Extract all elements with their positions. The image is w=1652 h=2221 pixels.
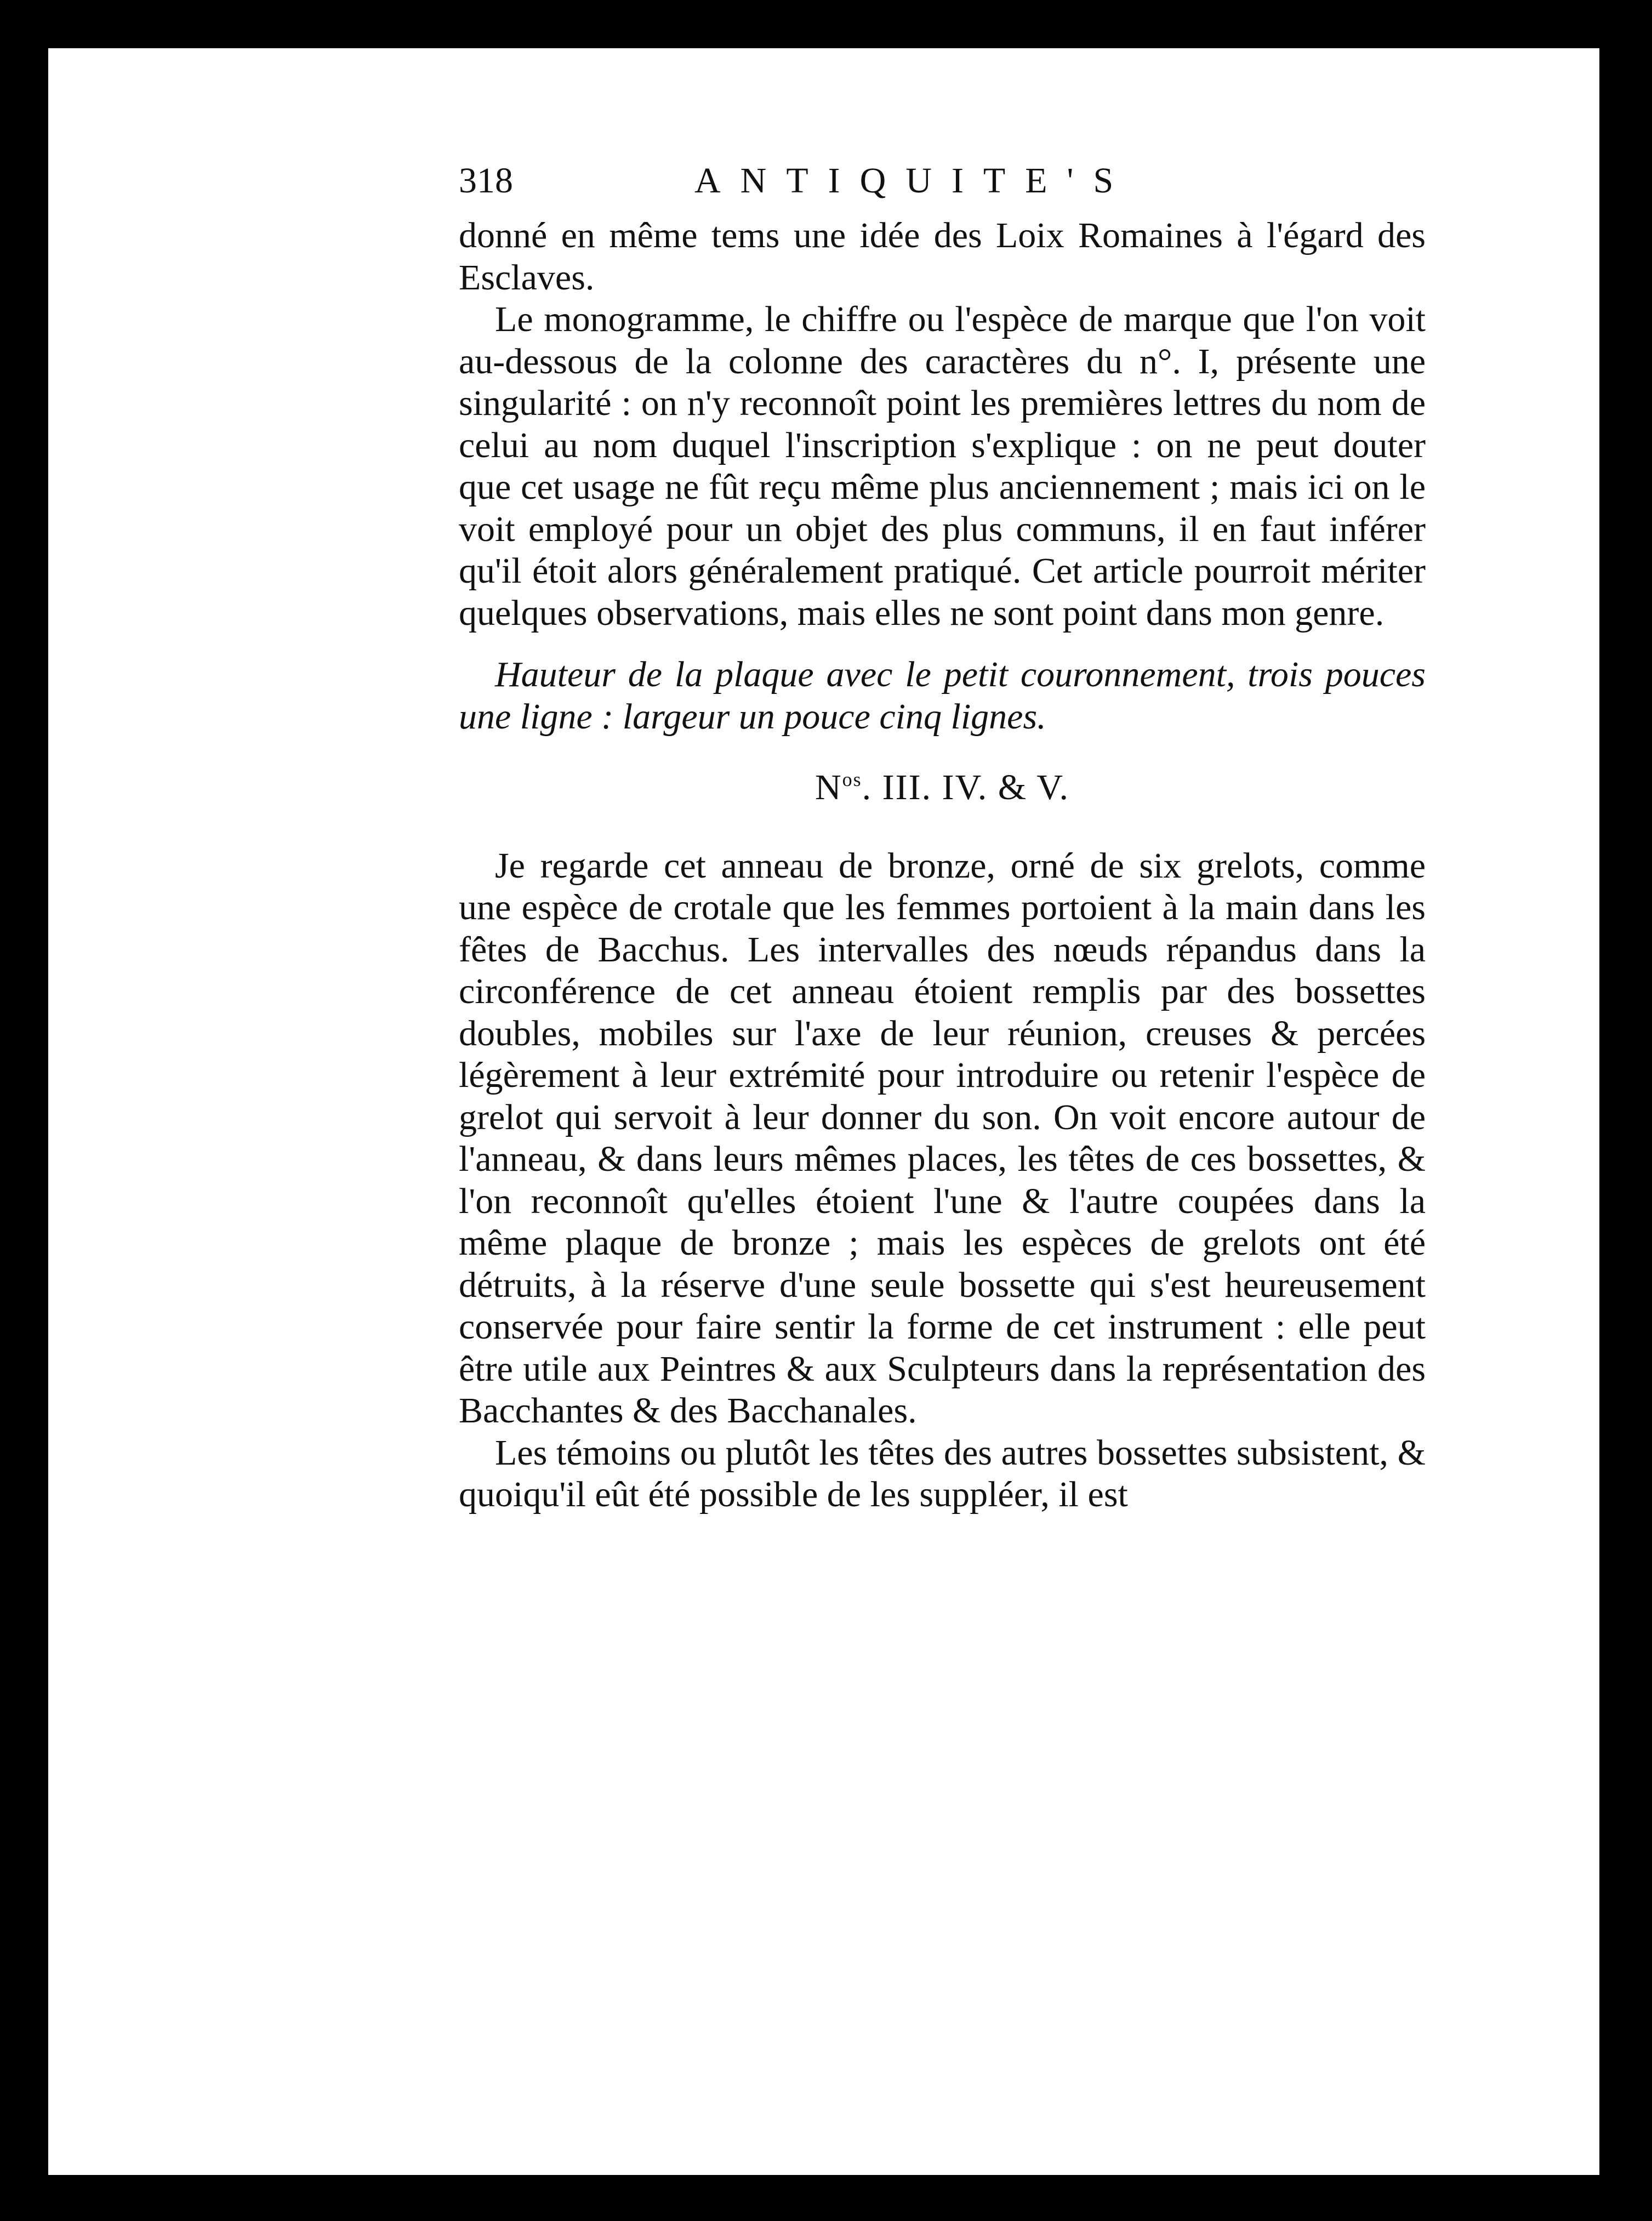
paragraph: Je regarde cet anneau de bronze, orné de six grelots, comme une espèce de crotale que les femmes portoient à la main dans les fêtes de Bacchus. Les intervalles des nœuds répandus dans la circonférence de cet anneau étoient remplis par des bossettes doubles, mobiles sur l'axe de leur réunion, creuses & percées légèrement à leur extrémité pour introduire ou retenir l'espèce de grelot qui servoit à leur donner du son. On voit encore autour de l'anneau, & dans leurs mêmes places, les têtes de ces bossettes, & l'on reconnoît qu'elles étoient l'une & l'autre coupées dans la même plaque de bronze ; mais les espèces de grelots ont été détruits, à la réserve d'une seule bossette qui s'est heureusement conservée pour faire sentir la forme de cet instrument : elle peut être utile aux Peintres & aux Sculpteurs dans la représentation des Bacchantes & des Bacchanales. xyxy=(459,845,1426,1431)
caption: Hauteur de la plaque avec le petit couronnement, trois pouces une ligne : largeur un pouce cinq lignes. xyxy=(459,654,1426,737)
running-title: ANTIQUITE'S xyxy=(694,161,1133,201)
paragraph: donné en même tems une idée des Loix Romaines à l'égard des Esclaves. xyxy=(459,215,1426,298)
section-heading xyxy=(459,759,1426,809)
body-text xyxy=(459,215,1426,1516)
page-number: 318 xyxy=(459,161,513,201)
paragraph: Les témoins ou plutôt les têtes des autres bossettes subsistent, & quoiqu'il eût été possible de les suppléer, il est xyxy=(459,1432,1426,1514)
section-heading-text: . III. IV. & V. xyxy=(862,767,1070,807)
paragraph: Le monogramme, le chiffre ou l'espèce de marque que l'on voit au-dessous de la colonne des caractères du n°. I, présente une singularité : on n'y reconnoît point les premières lettres du nom de celui au nom duquel l'inscription s'explique : on ne peut douter que cet usage ne fût reçu même plus anciennement ; mais ici on le voit employé pour un objet des plus communs, il en faut inférer qu'il étoit alors généralement pratiqué. Cet article pourroit mériter quelques observations, mais elles ne sont point dans mon genre. xyxy=(459,299,1426,633)
section-heading-superscript: os xyxy=(842,768,862,790)
section-heading-prefix: N xyxy=(814,767,842,807)
page-header xyxy=(459,160,1426,213)
